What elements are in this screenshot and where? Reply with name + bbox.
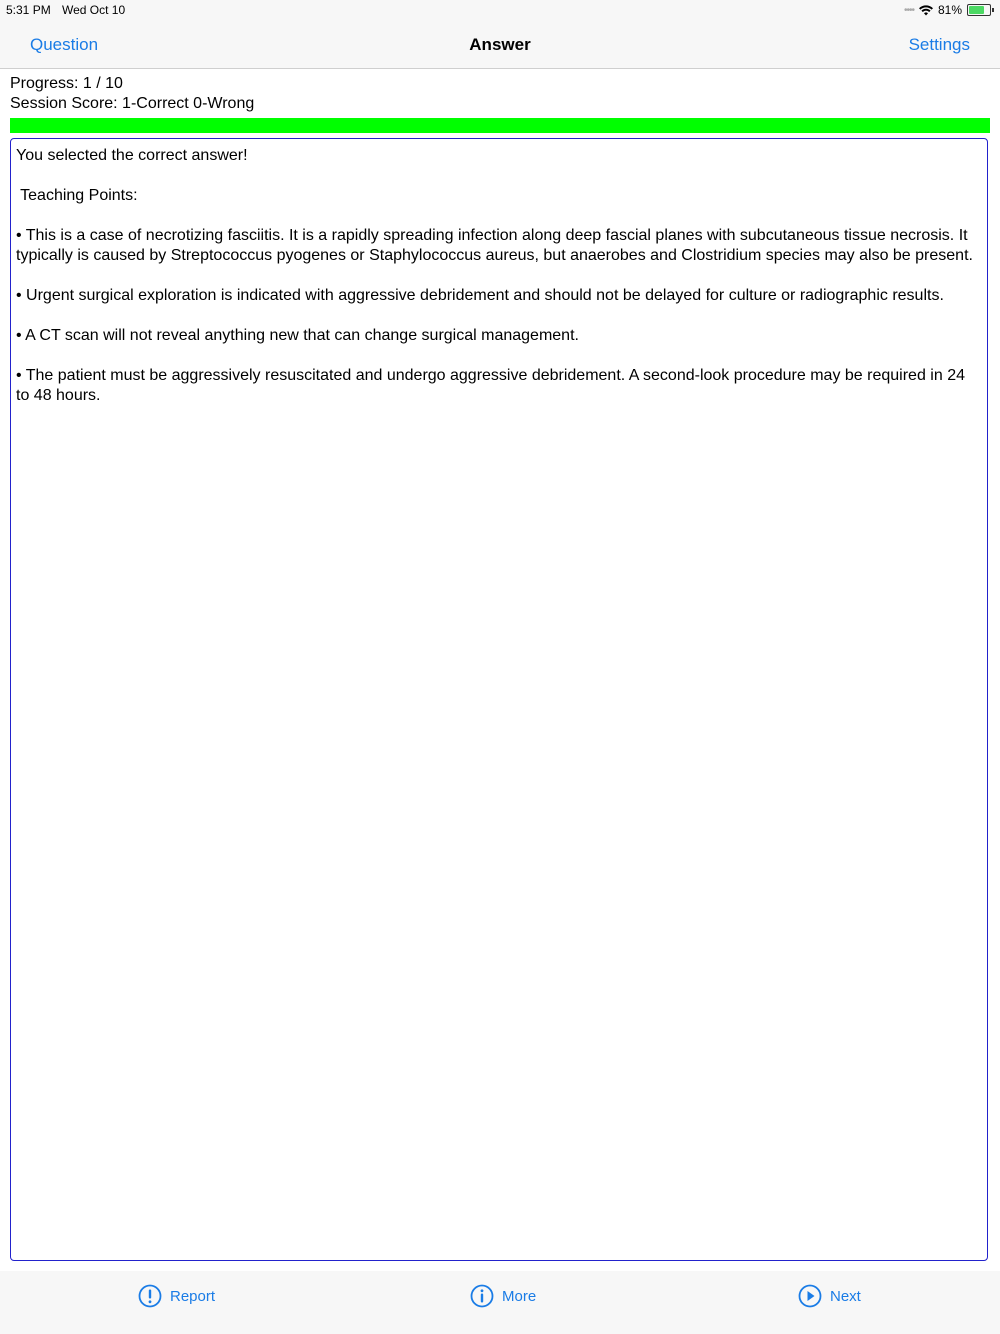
signal-dots-icon: ••••	[903, 4, 914, 16]
play-circle-icon	[798, 1284, 822, 1308]
answer-text-view[interactable]	[10, 138, 988, 1261]
session-info	[10, 74, 254, 114]
teaching-point: • This is a case of necrotizing fasciitis. It is a rapidly spreading infection along deep fascial planes with subcutaneous tissue necrosis. It typically is caused by Streptococcus pyogenes or Staphylococcus aureus, but anaerobes and Clostridium species may also be present.	[16, 227, 973, 264]
status-date: Wed Oct 10	[62, 3, 126, 17]
next-label: Next	[830, 1287, 861, 1305]
page-title: Answer	[469, 35, 531, 54]
navigation-bar	[0, 22, 1000, 69]
progress-bar	[10, 118, 990, 133]
more-button[interactable]	[470, 1284, 536, 1308]
battery-icon	[967, 4, 991, 16]
progress-bar-fill	[10, 118, 990, 133]
teaching-point: • The patient must be aggressively resuscitated and undergo aggressive debridement. A second-look procedure may be required in 24 to 48 hours.	[16, 367, 965, 404]
session-score: Session Score: 1-Correct 0-Wrong	[10, 95, 255, 112]
teaching-points-heading: Teaching Points:	[16, 187, 138, 204]
more-label: More	[502, 1287, 537, 1305]
settings-button[interactable]: Settings	[908, 35, 970, 54]
status-time: 5:31 PM	[6, 3, 51, 17]
report-label: Report	[170, 1287, 216, 1305]
status-bar	[0, 0, 1000, 22]
status-indicators	[904, 3, 994, 17]
battery-level	[969, 6, 984, 14]
report-button[interactable]	[138, 1284, 215, 1308]
battery-percent: 81%	[937, 3, 962, 17]
wifi-icon	[919, 5, 933, 16]
battery-cap	[992, 8, 994, 12]
next-button[interactable]	[798, 1284, 861, 1308]
exclamation-circle-icon	[138, 1284, 162, 1308]
teaching-point: • A CT scan will not reveal anything new that can change surgical management.	[16, 327, 579, 344]
answer-result: You selected the correct answer!	[16, 147, 248, 164]
teaching-point: • Urgent surgical exploration is indicated with aggressive debridement and should not be delayed for culture or radiographic results.	[16, 287, 944, 304]
question-button[interactable]: Question	[30, 35, 99, 54]
bottom-toolbar	[0, 1271, 1000, 1334]
info-circle-icon	[470, 1284, 494, 1308]
progress-text: Progress: 1 / 10	[10, 75, 123, 92]
